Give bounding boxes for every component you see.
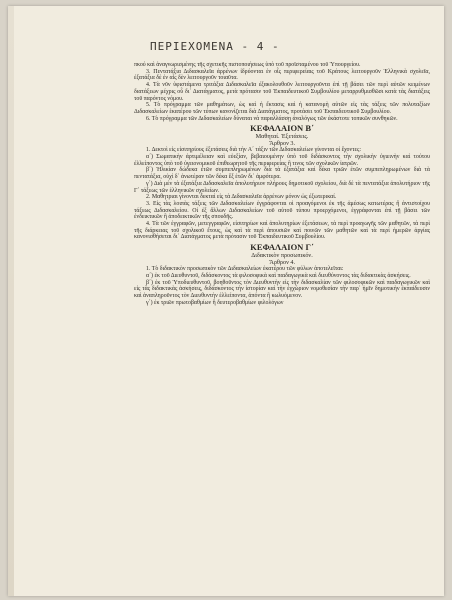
page-header: ΠΕΡΙΕΧΟΜΕΝΑ - 4 - bbox=[150, 40, 280, 53]
body-paragraph: γ΄) Διὰ μὲν τὰ ἑξατάξια Διδασκαλεῖα ἀπολυτήριον πλήρους δημοτικοῦ σχολείου, διὰ δὲ τὰ πεντατάξια ἀπολυτήριον τῆς Γ΄ τάξεως τῶν ἑλληνικῶν σχολείων. bbox=[134, 180, 430, 194]
body-paragraph: 2. Μαθητριαι γίνονται δεκταὶ εἰς τὰ Διδασκαλεῖα ἀρρένων μόνον ὡς ἐξωτερικαί. bbox=[146, 194, 337, 201]
body-paragraph: β΄) ἐκ τοῦ Ὑποδιευθυντοῦ, βοηθοῦντος τὸν Διευθυντὴν εἰς τὴν διδασκαλίαν τῶν φιλοσοφικῶν καὶ παιδαγωγικῶν καὶ εἰς τὰς διδακτικὰς ἀσκήσεις, διδάσκοντος τὴν ἱστορίαν καὶ τὴν ἐγχώριον νομοθεσίαν τὴν παρ᾽ ἡμῖν δημοτικὴν ἐκπαίδευσιν καὶ ἀναπληροῦντος τὸν Διευθυντὴν ἐλλείποντα, ἀπόντα ἢ κωλυόμενον. bbox=[134, 279, 430, 299]
body-paragraph: 6. Τὸ πρόγραμμα τῶν Διδασκαλείων δύναται νὰ παραλλάσσῃ ἀναλόγως τῶν ἑκάστοτε τοπικῶν συνθηκῶν. bbox=[146, 115, 398, 122]
page-edge-shadow bbox=[8, 6, 14, 596]
body-paragraph: 3. Πεντατάξια Διδασκαλεῖα ἀρρένων ἱδρύονται ἐν οἷς περιφερείαις τοῦ Κράτους λειτουργοῦν Ἑλληνικὰ σχολεῖα, ἐξατάξια δὲ ἐν αἷς δὲν λειτουργοῦν τοιαῦτα. bbox=[134, 68, 430, 82]
body-paragraph: α΄) ἐκ τοῦ Διευθυντοῦ, διδάσκοντος τὰ φιλοσοφικὰ καὶ παιδαγωγικὰ καὶ διευθύνοντος τὰς διδακτικὰς ἀσκήσεις. bbox=[146, 272, 411, 279]
body-paragraph: 1. Δεκτοὶ εἰς εἰσιτηρίους ἐξετάσεις διὰ τὴν Α΄ τάξιν τῶν Διδασκαλείων γίνονται οἱ ἔχοντες: bbox=[146, 147, 361, 154]
body-paragraph: 4. Τὰ νῦν ὑφιστάμενα τριτάξια Διδασκαλεῖα ἐξακολουθοῦν λειτουργοῦντα ἐπὶ τῇ βάσει τῶν περὶ αὐτῶν κειμένων διατάξεων μέχρις οὗ δι᾽ Διατάγματος, μετὰ πρότασιν τοῦ Ἐκπαιδευτικοῦ Συμβουλίου μεταρρυθμισθῶσι κατὰ τὰς διατάξεις τοῦ παρόντος νόμου. bbox=[134, 82, 430, 102]
body-paragraph: α΄) Σωματικὴν ἀρτιμέλειαν καὶ εὐεξίαν, βεβαιουμένην ὑπὸ τοῦ διδάσκοντος τὴν σχολικὴν ὑγιεινὴν καὶ τούτου ἐλλείποντος ὑπὸ τοῦ ὑγειονομικοῦ ἐπιθεωρητοῦ τῆς περιφερείας ἢ τινος τῶν σχολικῶν ἰατρῶν. bbox=[134, 154, 430, 167]
chapter-heading: ΚΕΦΑΛΑΙΟΝ Γ΄ bbox=[250, 242, 314, 253]
body-paragraph: 5. Τὸ πρόγραμμα τῶν μαθημάτων, ὡς καὶ ἡ ἔκτασις καὶ ἡ κατανομὴ αὐτῶν εἰς τὰς τάξεις τῶν πολυταξίων Διδασκαλείων ἑκατέρου τῶν τύπων κανονίζεται διὰ Διατάγματος, προτάσει τοῦ Ἐκπαιδευτικοῦ Συμβουλίου. bbox=[134, 102, 430, 115]
body-paragraph: 4. Τὰ τῶν ἐγγραφῶν, μετεγγραφῶν, εἰσιτηρίων καὶ ἀπολυτηρίων ἐξετάσεων, τὰ περὶ προαγωγῆς τῶν μαθητῶν, τὰ περὶ τῆς διάρκειας τοῦ σχολικοῦ ἔτους, ὡς καὶ τὰ περὶ ἀπουσιῶν καὶ ποινῶν τῶν μαθητῶν καὶ τὰ περὶ ἡμερῶν ἀργίας κανονισθήσεται δι᾽ Διατάγματος μετὰ πρότασιν τοῦ Ἐκπαιδευτικοῦ Συμβουλίου. bbox=[134, 221, 430, 241]
body-paragraph: πκού καὶ ἀναγνωρισμένης τῆς σχετικῆς πιστοποιήσεως ὑπὸ τοῦ προϊσταμένου τοῦ Ὑπουργείου. bbox=[134, 62, 361, 68]
section-subheading: Ἄρθρον 4. bbox=[268, 259, 296, 267]
section-subheading: Μαθηταί. Ἐξετάσεις. bbox=[255, 133, 309, 141]
document-page bbox=[8, 6, 444, 596]
body-paragraph: 1. Τὸ διδακτικὸν προσωπικὸν τῶν Διδασκαλείων ἑκατέρου τῶν φύλων ἀποτελεῖται: bbox=[146, 266, 344, 273]
section-subheading: Ἄρθρον 3. bbox=[268, 140, 296, 148]
chapter-heading: ΚΕΦΑΛΑΙΟΝ Β΄ bbox=[250, 123, 314, 134]
body-paragraph: γ΄) ἐκ τριῶν πρωτοβαθμίων ἢ δευτεροβαθμίων φιλολόγων bbox=[146, 299, 284, 306]
body-paragraph: β΄) Ἡλικίαν δώδεκα ἐτῶν συμπεπληρωμένων διὰ τὰ ἑξατάξια καὶ δέκα τριῶν ἐτῶν συμπεπληρωμένων διὰ τὰ πεντατάξια, οὐχὶ δ᾽ ἀνωτέραν τῶν δέκα ἓξ ἐτῶν δι᾽ ἀμφότερα. bbox=[134, 167, 430, 181]
document-body bbox=[134, 62, 430, 306]
section-subheading: Διδακτικὸν προσωπικόν. bbox=[251, 252, 313, 260]
body-paragraph: 3. Εἰς τὰς λοιπὰς τάξεις τῶν Διδασκαλείων ἐγγράφονται οἱ προαγόμενοι ἐκ τῆς ἀμέσως κατωτέρας ἢ ἀντιστοίχου τάξεως Διδασκαλείου. Οἱ ἐξ ἄλλων Διδασκαλείων τοῦ αὐτοῦ τύπου προερχόμενοι, ἐγγράφονται ἐπὶ τῇ βάσει τῶν ἐνδεικτικῶν ἢ ἀποδεικτικῶν τῆς σπουδῆς. bbox=[134, 200, 430, 221]
